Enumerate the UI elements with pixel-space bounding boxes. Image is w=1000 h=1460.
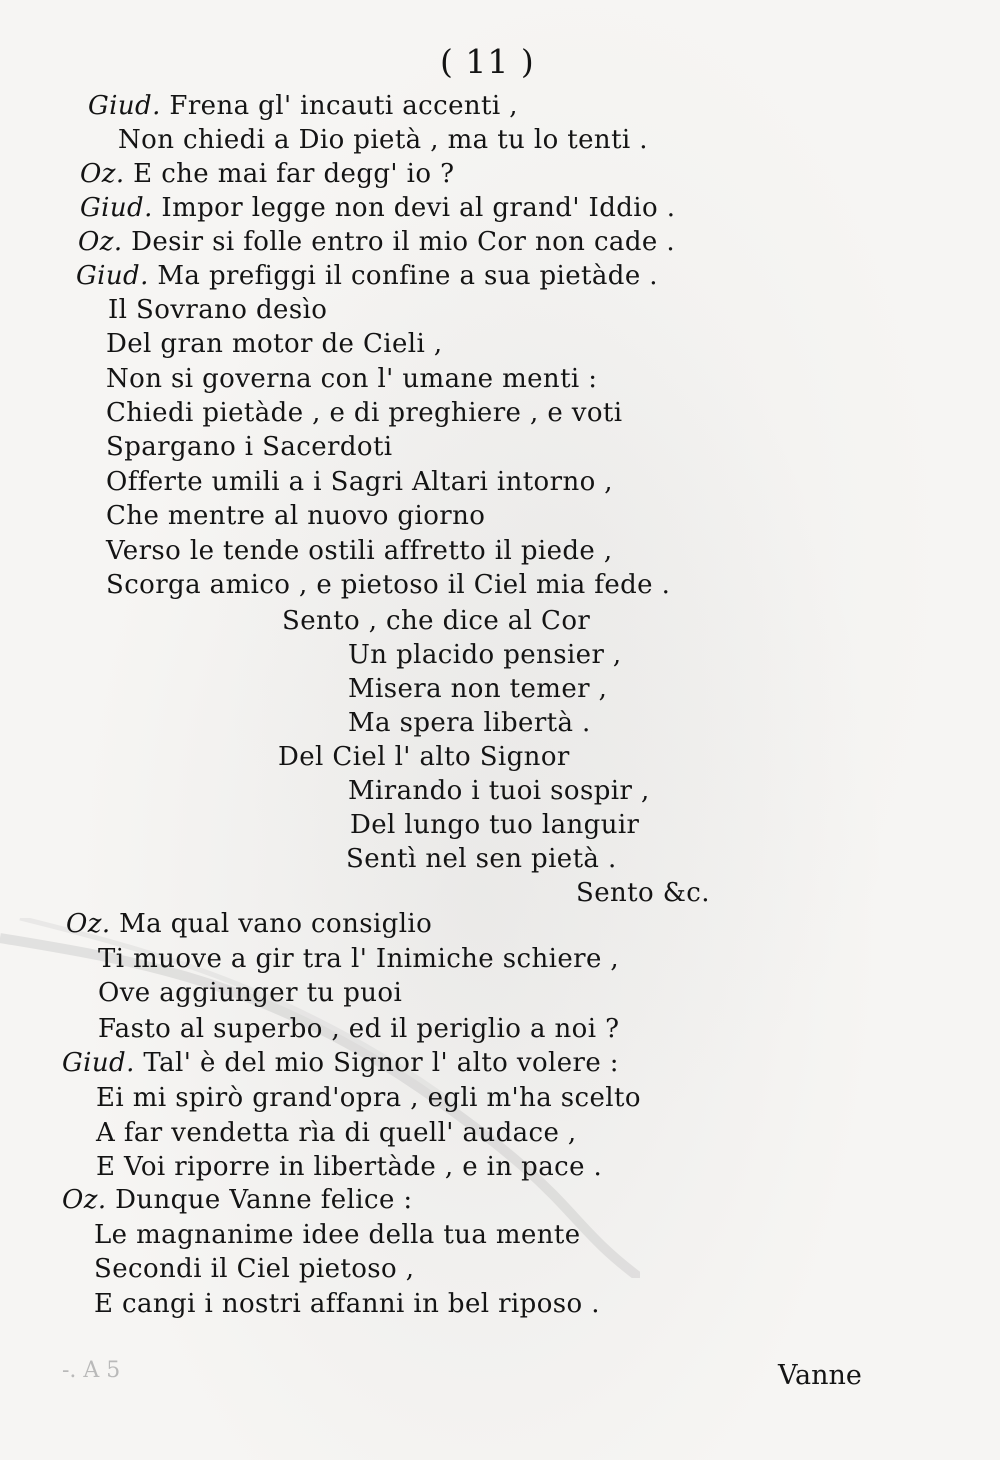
verse-line xyxy=(348,638,622,672)
line-text: Ti muove a gir tra l' Inimiche schiere , xyxy=(98,944,620,974)
line-text: Che mentre al nuovo giorno xyxy=(106,501,486,531)
verse-line xyxy=(96,1116,577,1150)
verse-line xyxy=(94,1218,581,1252)
verse-line xyxy=(348,672,607,706)
line-text: Un placido pensier , xyxy=(348,640,622,670)
line-text: Misera non temer , xyxy=(348,674,608,704)
line-text: Sento &c. xyxy=(576,878,710,908)
line-text: Le magnanime idee della tua mente xyxy=(94,1220,581,1250)
verse-line xyxy=(278,740,570,774)
verse-line xyxy=(576,876,710,910)
verse-line xyxy=(348,774,650,808)
line-text: E che mai far degg' io ? xyxy=(124,159,455,189)
line-text: E cangi i nostri affanni in bel riposo . xyxy=(94,1289,600,1319)
line-text: Dunque Vanne felice : xyxy=(106,1185,413,1215)
verse-line xyxy=(94,1252,414,1286)
verse-line xyxy=(106,362,597,396)
verse-line xyxy=(106,430,393,464)
speaker-label: Giud. xyxy=(88,91,161,121)
line-text: Desir si folle entro il mio Cor non cade . xyxy=(122,227,675,257)
line-text: Verso le tende ostili affretto il piede , xyxy=(106,536,613,566)
line-text: Offerte umili a i Sagri Altari intorno , xyxy=(106,467,613,497)
verse-line xyxy=(350,808,639,842)
verse-line xyxy=(98,942,619,976)
speaker-label: Giud. xyxy=(76,261,149,291)
line-text: Sentì nel sen pietà . xyxy=(346,844,617,874)
line-text: Il Sovrano desìo xyxy=(108,295,328,325)
line-text: Ma prefiggi il confine a sua pietàde . xyxy=(148,261,658,291)
line-text: Impor legge non devi al grand' Iddio . xyxy=(152,193,676,223)
line-text: Mirando i tuoi sospir , xyxy=(348,776,650,806)
verse-line xyxy=(108,293,327,327)
verse-line xyxy=(76,259,658,293)
line-text: Sento , che dice al Cor xyxy=(282,606,591,636)
line-text: Non chiedi a Dio pietà , ma tu lo tenti . xyxy=(118,125,648,155)
line-text: Ei mi spirò grand'opra , egli m'ha scelto xyxy=(96,1083,641,1113)
verse-line xyxy=(106,568,670,602)
verse-line xyxy=(66,907,432,941)
verse-line xyxy=(106,534,613,568)
speaker-label: Oz. xyxy=(78,227,123,257)
verse-line xyxy=(346,842,617,876)
verse-line xyxy=(62,1046,619,1080)
line-text: Ma spera libertà . xyxy=(348,708,591,738)
verse-line xyxy=(94,1287,600,1321)
line-text: Chiedi pietàde , e di preghiere , e voti xyxy=(106,398,623,428)
line-text: Non si governa con l' umane menti : xyxy=(106,364,598,394)
line-text: Scorga amico , e pietoso il Ciel mia fede . xyxy=(106,570,671,600)
verse-line xyxy=(88,89,518,123)
verse-line xyxy=(106,327,443,361)
verse-line xyxy=(96,1081,641,1115)
verse-line xyxy=(98,1012,619,1046)
verse-line xyxy=(98,976,402,1010)
speaker-label: Oz. xyxy=(66,909,111,939)
line-text: A far vendetta rìa di quell' audace , xyxy=(96,1118,577,1148)
line-text: Ove aggiunger tu puoi xyxy=(98,978,403,1008)
verse-line xyxy=(80,191,675,225)
verse-line xyxy=(78,225,675,259)
line-text: Fasto al superbo , ed il periglio a noi ? xyxy=(98,1014,620,1044)
speaker-label: Oz. xyxy=(62,1185,107,1215)
verse-line xyxy=(282,604,590,638)
line-text: Spargano i Sacerdoti xyxy=(106,432,393,462)
line-text: Del gran motor de Cieli , xyxy=(106,329,443,359)
verse-line xyxy=(62,1183,413,1217)
line-text: Tal' è del mio Signor l' alto volere : xyxy=(134,1048,619,1078)
line-text: Del lungo tuo languir xyxy=(350,810,640,840)
verse-line xyxy=(106,465,613,499)
line-text: Ma qual vano consiglio xyxy=(110,909,433,939)
page-number: ( 11 ) xyxy=(440,42,535,81)
verse-line xyxy=(106,499,485,533)
line-text: Frena gl' incauti accenti , xyxy=(160,91,518,121)
verse-line xyxy=(96,1150,602,1184)
line-text: E Voi riporre in libertàde , e in pace . xyxy=(96,1152,603,1182)
line-text: Del Ciel l' alto Signor xyxy=(278,742,570,772)
catchword: Vanne xyxy=(778,1360,862,1391)
line-text: Secondi il Ciel pietoso , xyxy=(94,1254,415,1284)
speaker-label: Giud. xyxy=(80,193,153,223)
verse-line xyxy=(118,123,648,157)
signature-mark: -. A 5 xyxy=(62,1358,121,1383)
speaker-label: Giud. xyxy=(62,1048,135,1078)
speaker-label: Oz. xyxy=(80,159,125,189)
verse-line xyxy=(80,157,454,191)
verse-line xyxy=(106,396,622,430)
verse-line xyxy=(348,706,591,740)
